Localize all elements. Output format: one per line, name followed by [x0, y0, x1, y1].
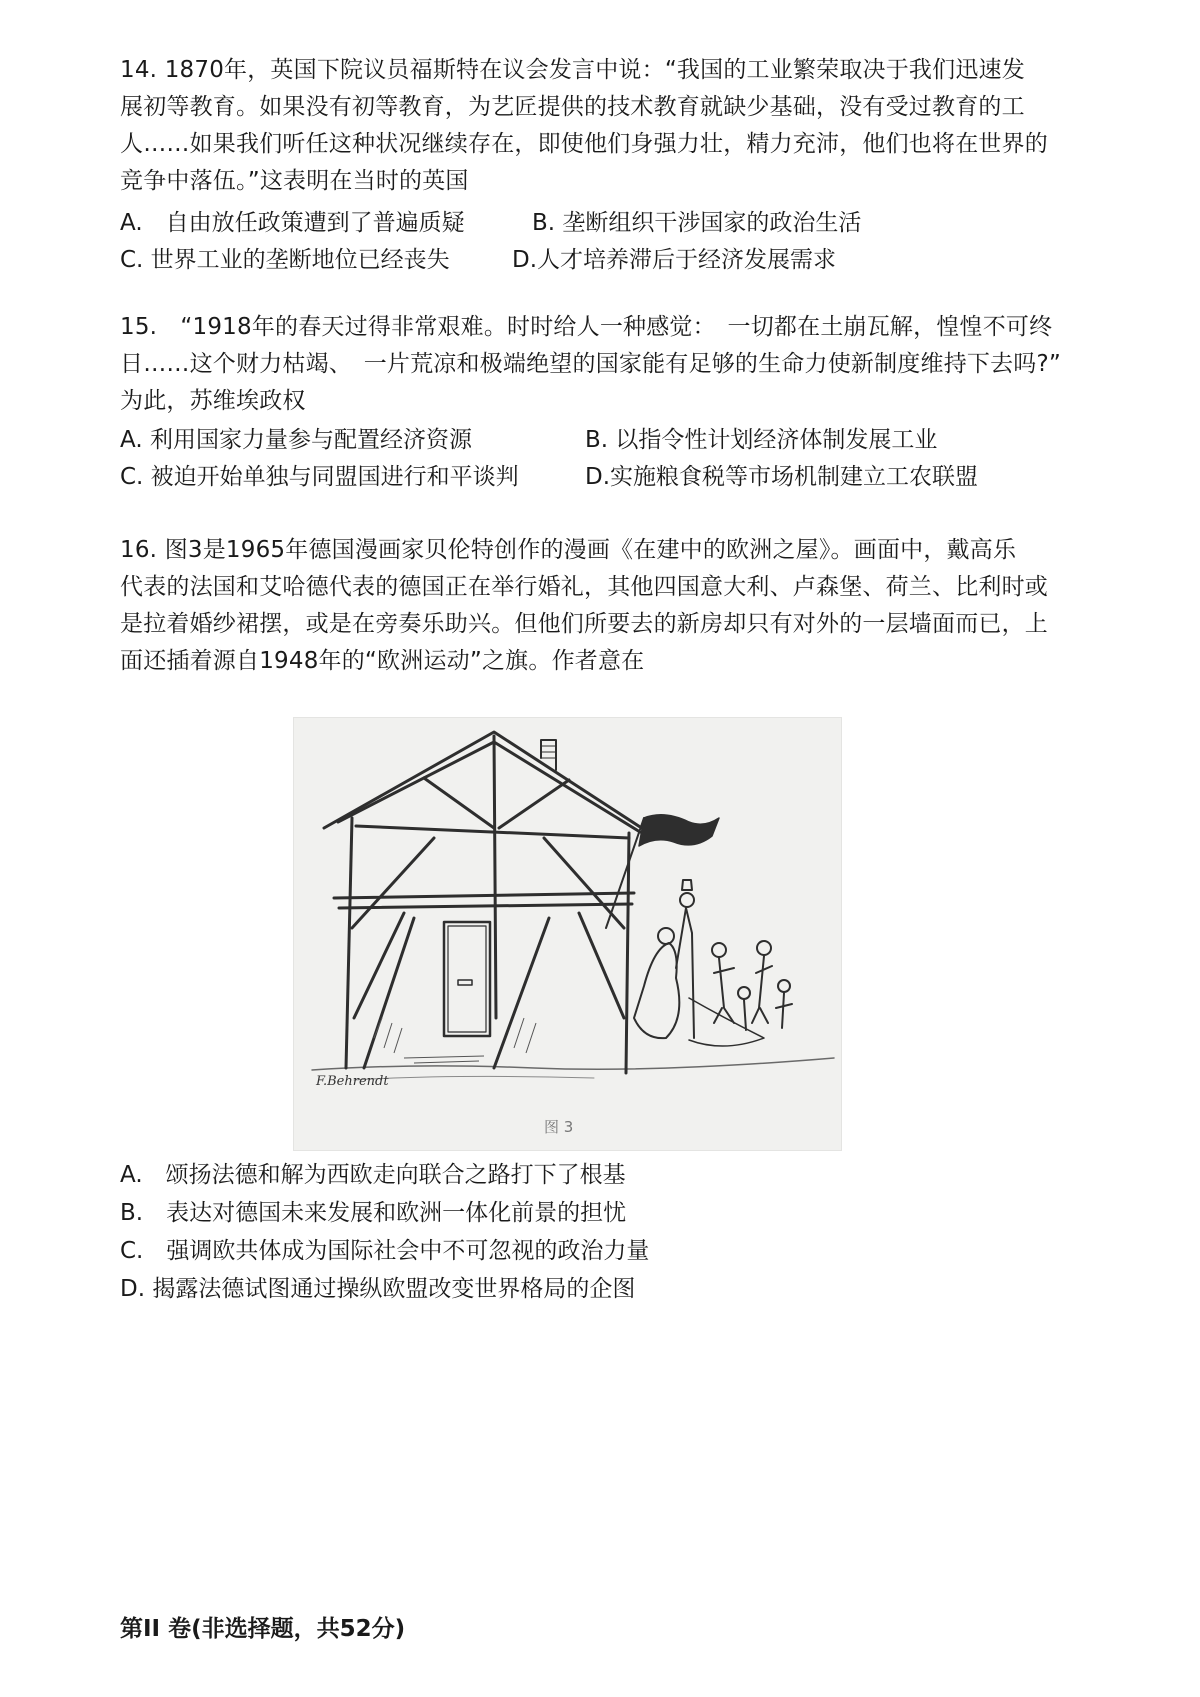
- figure-caption: 图 3: [544, 1118, 574, 1136]
- q15-options-row-2: [120, 459, 1100, 496]
- q15-option-a[interactable]: A. 利用国家力量参与配置经济资源: [120, 427, 472, 453]
- q15-option-d[interactable]: D.实施粮食税等市场机制建立工农联盟: [585, 464, 979, 490]
- section-ii-title: 第II 卷(非选择题，共52分): [120, 1616, 406, 1642]
- q15-stem-line: 15. “1918年的春天过得非常艰难。时时给人一种感觉： 一切都在土崩瓦解，惶惶不可终: [120, 314, 1053, 340]
- cartoon-figure-3: [293, 717, 842, 1151]
- q14-stem-line: 竞争中落伍。”这表明在当时的英国: [120, 168, 469, 194]
- question-16: [120, 532, 1100, 680]
- question-14: [120, 52, 1100, 279]
- q15-option-b[interactable]: B. 以指令性计划经济体制发展工业: [585, 427, 938, 453]
- q14-options-row-2: [120, 242, 1100, 279]
- q15-option-c[interactable]: C. 被迫开始单独与同盟国进行和平谈判: [120, 464, 519, 490]
- q14-stem-line: 展初等教育。如果没有初等教育，为艺匠提供的技术教育就缺少基础，没有受过教育的工: [120, 94, 1025, 120]
- q14-stem-line: 14. 1870年，英国下院议员福斯特在议会发言中说：“我国的工业繁荣取决于我们迅速发: [120, 57, 1025, 83]
- q16-stem-line: 是拉着婚纱裙摆，或是在旁奏乐助兴。但他们所要去的新房却只有对外的一层墙面而已，上: [120, 611, 1048, 637]
- q16-stem-line: 面还插着源自1948年的“欧洲运动”之旗。作者意在: [120, 648, 645, 674]
- q16-stem-line: 16. 图3是1965年德国漫画家贝伦特创作的漫画《在建中的欧洲之屋》。画面中，戴高乐: [120, 537, 1017, 563]
- q14-option-d[interactable]: D.人才培养滞后于经济发展需求: [512, 247, 837, 273]
- q16-option-c[interactable]: C. 强调欧共体成为国际社会中不可忽视的政治力量: [120, 1238, 650, 1264]
- q16-option-b[interactable]: B. 表达对德国未来发展和欧洲一体化前景的担忧: [120, 1200, 627, 1226]
- q15-options-row-1: [120, 422, 1100, 459]
- cartoon-signature: F.Behrendt: [316, 1074, 389, 1089]
- q15-stem-line: 为此，苏维埃政权: [120, 388, 306, 414]
- q16-option-a[interactable]: A. 颂扬法德和解为西欧走向联合之路打下了根基: [120, 1162, 626, 1188]
- q16-options: [120, 1156, 1100, 1308]
- q14-option-a[interactable]: A. 自由放任政策遭到了普遍质疑: [120, 210, 465, 236]
- q15-stem-line: 日……这个财力枯竭、 一片荒凉和极端绝望的国家能有足够的生命力使新制度维持下去吗?”: [120, 351, 1062, 377]
- q14-option-b[interactable]: B. 垄断组织干涉国家的政治生活: [532, 210, 862, 236]
- q16-stem-line: 代表的法国和艾哈德代表的德国正在举行婚礼，其他四国意大利、卢森堡、荷兰、比利时或: [120, 574, 1048, 600]
- q16-option-d[interactable]: D. 揭露法德试图通过操纵欧盟改变世界格局的企图: [120, 1276, 636, 1302]
- q14-stem-line: 人……如果我们听任这种状况继续存在，即使他们身强力壮，精力充沛，他们也将在世界的: [120, 131, 1048, 157]
- q14-options-row-1: [120, 205, 1100, 242]
- q14-option-c[interactable]: C. 世界工业的垄断地位已经丧失: [120, 247, 450, 273]
- question-15: [120, 309, 1100, 496]
